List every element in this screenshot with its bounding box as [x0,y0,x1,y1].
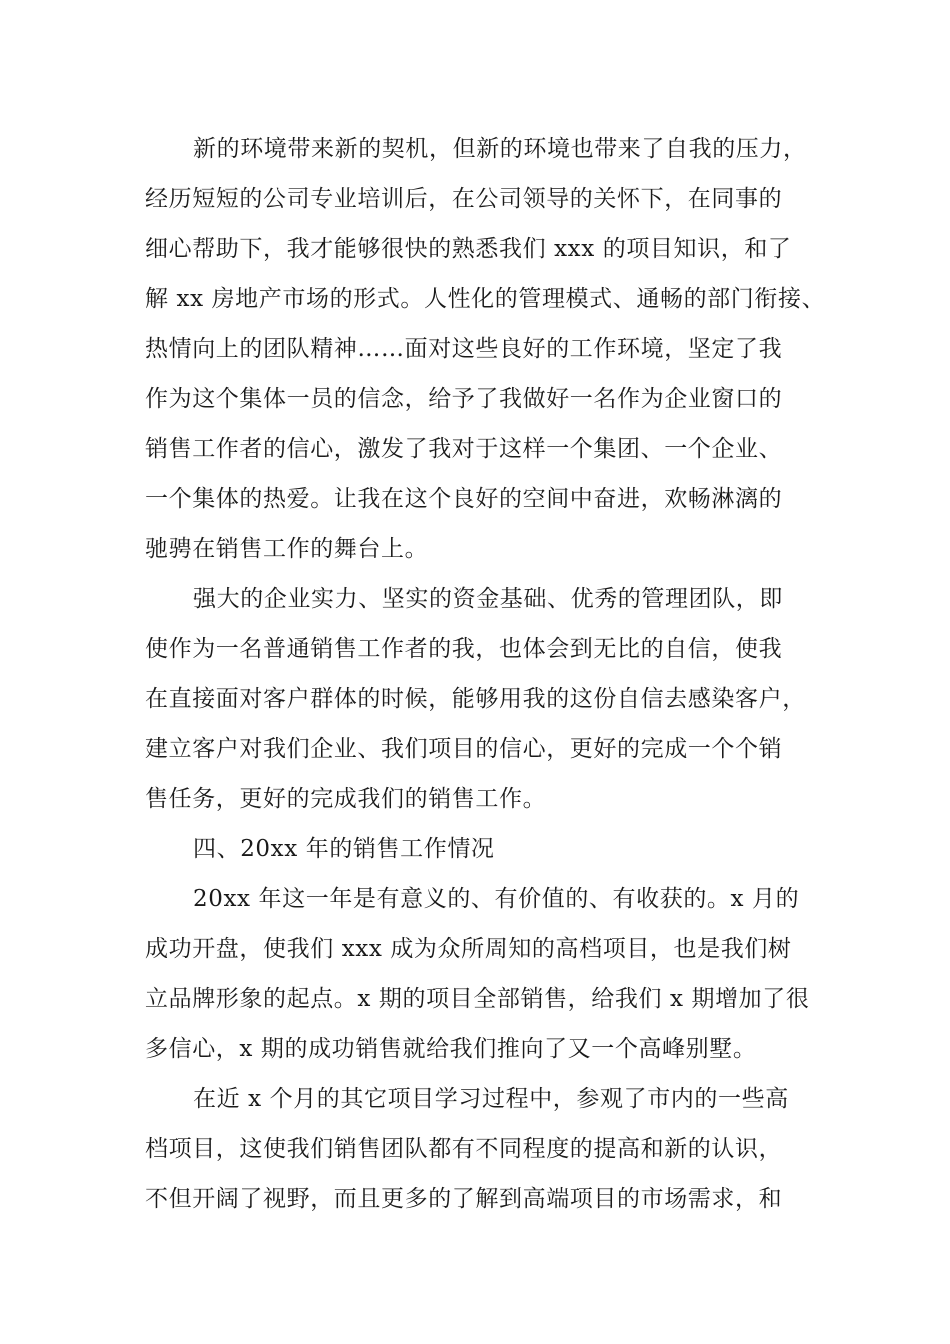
text-line: 解 xx 房地产市场的形式。人性化的管理模式、通畅的部门衔接、 [145,286,826,312]
text-line: 售任务，更好的完成我们的销售工作。 [145,786,547,812]
text-line: 热情向上的团队精神……面对这些良好的工作环境，坚定了我 [145,336,783,362]
text-line: 不但开阔了视野，而且更多的了解到高端项目的市场需求，和 [145,1186,783,1212]
text-line: 经历短短的公司专业培训后，在公司领导的关怀下，在同事的 [145,186,783,212]
text-line: 立品牌形象的起点。x 期的项目全部销售，给我们 x 期增加了很 [145,986,810,1012]
document-body [145,124,826,1224]
text-line: 作为这个集体一员的信念，给予了我做好一名作为企业窗口的 [145,386,783,412]
text-line: 在近 x 个月的其它项目学习过程中，参观了市内的一些高 [193,1086,789,1112]
text-line: 多信心，x 期的成功销售就给我们推向了又一个高峰别墅。 [145,1036,757,1062]
text-line: 一个集体的热爱。让我在这个良好的空间中奋进，欢畅淋漓的 [145,486,783,512]
text-line: 销售工作者的信心，激发了我对于这样一个集团、一个企业、 [145,436,783,462]
text-line: 在直接面对客户群体的时候，能够用我的这份自信去感染客户， [145,686,806,712]
text-line: 新的环境带来新的契机，但新的环境也带来了自我的压力， [193,136,807,162]
section-heading: 四、20xx 年的销售工作情况 [193,836,495,862]
text-line: 细心帮助下，我才能够很快的熟悉我们 xxx 的项目知识，和了 [145,236,792,262]
text-line: 驰骋在销售工作的舞台上。 [145,536,429,562]
text-line: 成功开盘，使我们 xxx 成为众所周知的高档项目，也是我们树 [145,936,792,962]
text-line: 建立客户对我们企业、我们项目的信心，更好的完成一个个销 [145,736,783,762]
text-line: 强大的企业实力、坚实的资金基础、优秀的管理团队，即 [193,586,783,612]
text-line: 档项目，这使我们销售团队都有不同程度的提高和新的认识， [145,1136,783,1162]
text-line: 20xx 年这一年是有意义的、有价值的、有收获的。x 月的 [193,886,800,912]
text-line: 使作为一名普通销售工作者的我，也体会到无比的自信，使我 [145,636,783,662]
